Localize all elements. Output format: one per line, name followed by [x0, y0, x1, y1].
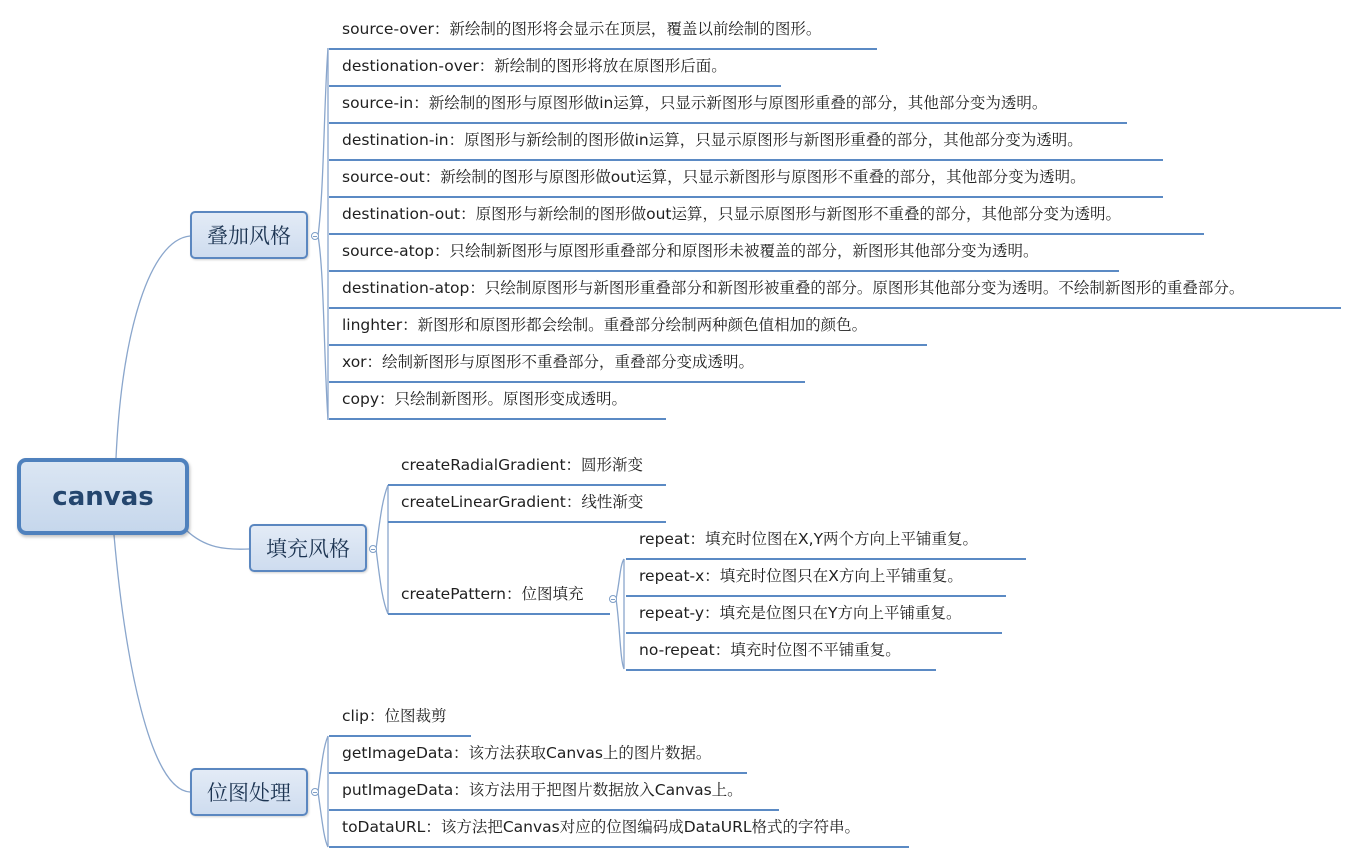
connector-root-bitmap	[114, 535, 190, 792]
leaf-repeat[interactable]: repeat：填充时位图在X,Y两个方向上平铺重复。	[626, 524, 1026, 560]
leaf-source-atop[interactable]: source-atop：只绘制新图形与原图形重叠部分和原图形未被覆盖的部分，新图形其他部分变为透明。	[329, 236, 1119, 272]
connector-root-overlay	[116, 236, 190, 458]
leaf-put-image-data[interactable]: putImageData：该方法用于把图片数据放入Canvas上。	[329, 775, 779, 811]
leaf-create-linear-gradient[interactable]: createLinearGradient：线性渐变	[388, 487, 666, 523]
branch-overlay-style[interactable]: 叠加风格	[190, 211, 308, 259]
connector-root-fill	[186, 530, 249, 549]
leaf-create-radial-gradient[interactable]: createRadialGradient：圆形渐变	[388, 450, 666, 486]
leaf-repeat-x[interactable]: repeat-x：填充时位图只在X方向上平铺重复。	[626, 561, 1006, 597]
leaf-get-image-data[interactable]: getImageData：该方法获取Canvas上的图片数据。	[329, 738, 747, 774]
collapse-toggle-icon[interactable]	[311, 232, 319, 240]
leaf-create-pattern[interactable]: createPattern：位图填充	[388, 579, 610, 615]
leaf-destination-in[interactable]: destination-in：原图形与新绘制的图形做in运算，只显示原图形与新图形重叠的部分，其他部分变为透明。	[329, 125, 1163, 161]
leaf-linghter[interactable]: linghter：新图形和原图形都会绘制。重叠部分绘制两种颜色值相加的颜色。	[329, 310, 927, 346]
connector-pattern-children	[616, 559, 624, 669]
leaf-source-over[interactable]: source-over：新绘制的图形将会显示在顶层，覆盖以前绘制的图形。	[329, 14, 877, 50]
root-node[interactable]: canvas	[17, 458, 189, 535]
collapse-toggle-icon[interactable]	[369, 545, 377, 553]
leaf-copy[interactable]: copy：只绘制新图形。原图形变成透明。	[329, 384, 666, 420]
connector-overlay-leaves	[318, 48, 328, 420]
collapse-toggle-icon[interactable]	[609, 595, 617, 603]
leaf-destination-atop[interactable]: destination-atop：只绘制原图形与新图形重叠部分和新图形被重叠的部分。原图形其他部分变为透明。不绘制新图形的重叠部分。	[329, 273, 1341, 309]
leaf-no-repeat[interactable]: no-repeat：填充时位图不平铺重复。	[626, 635, 936, 671]
leaf-clip[interactable]: clip：位图裁剪	[329, 701, 471, 737]
branch-bitmap-processing[interactable]: 位图处理	[190, 768, 308, 816]
leaf-xor[interactable]: xor：绘制新图形与原图形不重叠部分，重叠部分变成透明。	[329, 347, 805, 383]
collapse-toggle-icon[interactable]	[311, 788, 319, 796]
leaf-destionation-over[interactable]: destionation-over：新绘制的图形将放在原图形后面。	[329, 51, 781, 87]
branch-fill-style[interactable]: 填充风格	[249, 524, 367, 572]
leaf-source-in[interactable]: source-in：新绘制的图形与原图形做in运算，只显示新图形与原图形重叠的部分，其他部分变为透明。	[329, 88, 1127, 124]
leaf-repeat-y[interactable]: repeat-y：填充是位图只在Y方向上平铺重复。	[626, 598, 1002, 634]
leaf-destination-out[interactable]: destination-out：原图形与新绘制的图形做out运算，只显示原图形与新图形不重叠的部分，其他部分变为透明。	[329, 199, 1204, 235]
connector-bitmap-leaves	[318, 736, 328, 847]
connector-fill-leaves	[376, 485, 388, 614]
leaf-to-data-url[interactable]: toDataURL：该方法把Canvas对应的位图编码成DataURL格式的字符串。	[329, 812, 909, 848]
leaf-source-out[interactable]: source-out：新绘制的图形与原图形做out运算，只显示新图形与原图形不重叠的部分，其他部分变为透明。	[329, 162, 1163, 198]
